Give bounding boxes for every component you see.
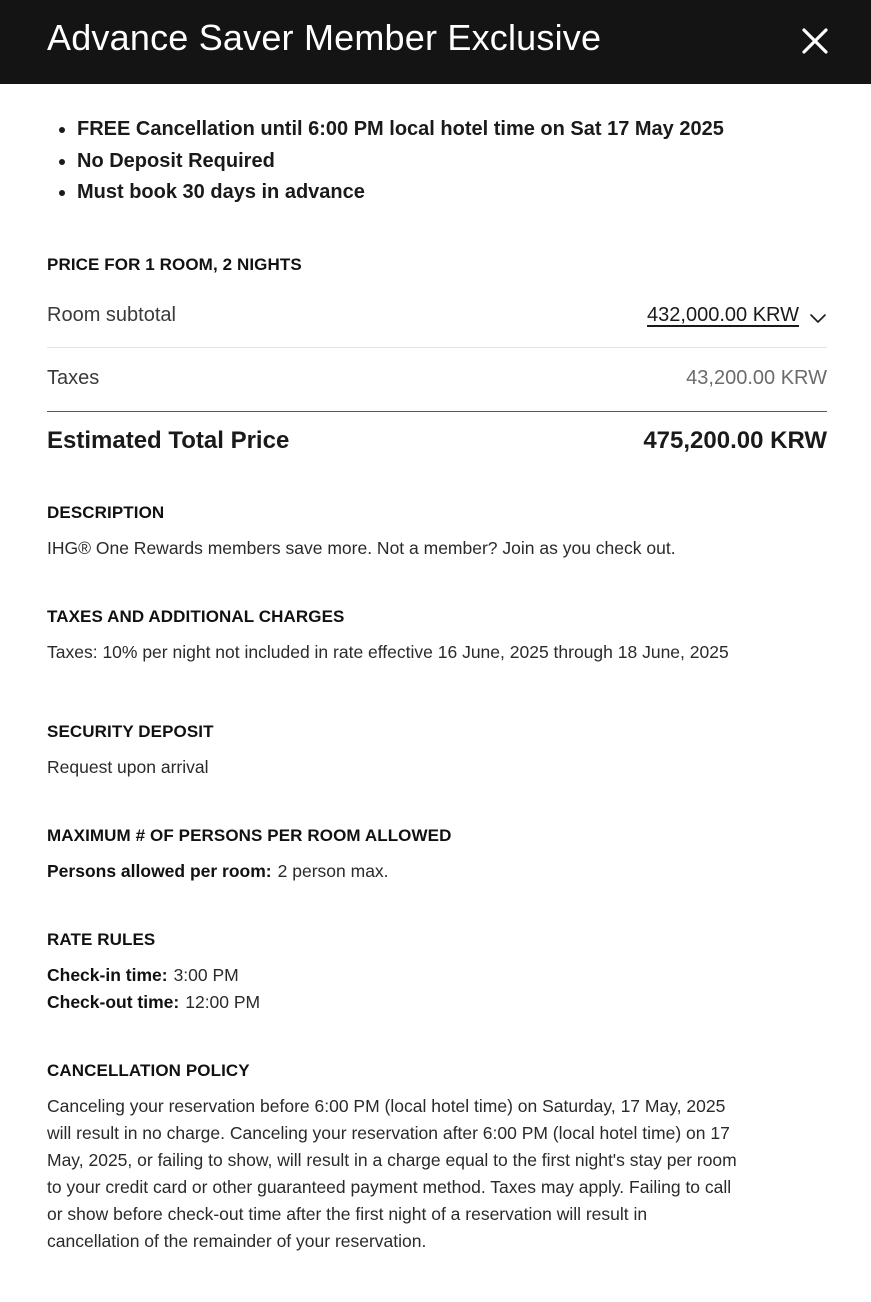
max-persons-line xyxy=(47,858,389,885)
taxes-charges-text: Taxes: 10% per night not included in rate effective 16 June, 2025 through 18 June, 2025 xyxy=(47,642,729,662)
security-deposit-heading: SECURITY DEPOSIT xyxy=(47,722,214,741)
cancellation-line: cancellation of the remainder of your reservation. xyxy=(47,1231,427,1251)
taxes-charges-heading: TAXES AND ADDITIONAL CHARGES xyxy=(47,607,345,626)
close-icon[interactable] xyxy=(798,24,832,58)
checkin-label: Check-in time: xyxy=(47,965,168,985)
taxes-row xyxy=(47,365,827,412)
rate-highlights xyxy=(47,114,827,209)
modal-title: Advance Saver Member Exclusive xyxy=(47,17,602,58)
description-heading: DESCRIPTION xyxy=(47,503,165,522)
checkout-line xyxy=(47,989,260,1016)
max-persons-label: Persons allowed per room: xyxy=(47,861,272,881)
description-text: IHG® One Rewards members save more. Not a member? Join as you check out. xyxy=(47,538,676,558)
checkin-value: 3:00 PM xyxy=(173,965,239,985)
max-persons-heading: MAXIMUM # OF PERSONS PER ROOM ALLOWED xyxy=(47,826,452,845)
cancellation-line: Canceling your reservation before 6:00 PM (local hotel time) on Saturday, 17 May, 2025 xyxy=(47,1096,726,1116)
checkout-label: Check-out time: xyxy=(47,992,180,1012)
cancellation-line: May, 2025, or failing to show, will result in a charge equal to the first night's stay per room xyxy=(47,1150,737,1170)
max-persons-count: 2 xyxy=(277,861,288,881)
room-subtotal-label: Room subtotal xyxy=(47,304,176,326)
total-row xyxy=(47,426,827,460)
cancellation-line: or show before check-out time after the first night of a reservation will result in xyxy=(47,1204,648,1224)
room-subtotal-row xyxy=(47,302,827,348)
room-subtotal-value[interactable]: 432,000.00 KRW xyxy=(647,304,799,326)
max-persons-suffix: person max. xyxy=(292,861,389,881)
price-heading: PRICE FOR 1 ROOM, 2 NIGHTS xyxy=(47,255,302,274)
total-value: 475,200.00 KRW xyxy=(643,427,827,454)
cancellation-line: to your credit card or other guaranteed payment method. Taxes may apply. Failing to call xyxy=(47,1177,732,1197)
highlight-item: FREE Cancellation until 6:00 PM local hotel time on Sat 17 May 2025 xyxy=(47,114,827,146)
cancellation-heading: CANCELLATION POLICY xyxy=(47,1061,250,1080)
taxes-value: 43,200.00 KRW xyxy=(686,367,827,389)
cancellation-text xyxy=(47,1093,737,1255)
security-deposit-text: Request upon arrival xyxy=(47,757,209,777)
checkin-line xyxy=(47,962,239,989)
room-subtotal-toggle[interactable] xyxy=(647,304,827,327)
modal-header xyxy=(0,0,871,84)
cancellation-line: will result in no charge. Canceling your reservation after 6:00 PM (local hotel time) on 17 xyxy=(47,1123,730,1143)
taxes-label: Taxes xyxy=(47,367,100,389)
total-label: Estimated Total Price xyxy=(47,427,290,454)
rate-rules-heading: RATE RULES xyxy=(47,930,156,949)
highlight-item: No Deposit Required xyxy=(47,146,827,178)
chevron-down-icon[interactable] xyxy=(809,309,827,327)
checkout-value: 12:00 PM xyxy=(185,992,261,1012)
highlight-item: Must book 30 days in advance xyxy=(47,177,827,209)
